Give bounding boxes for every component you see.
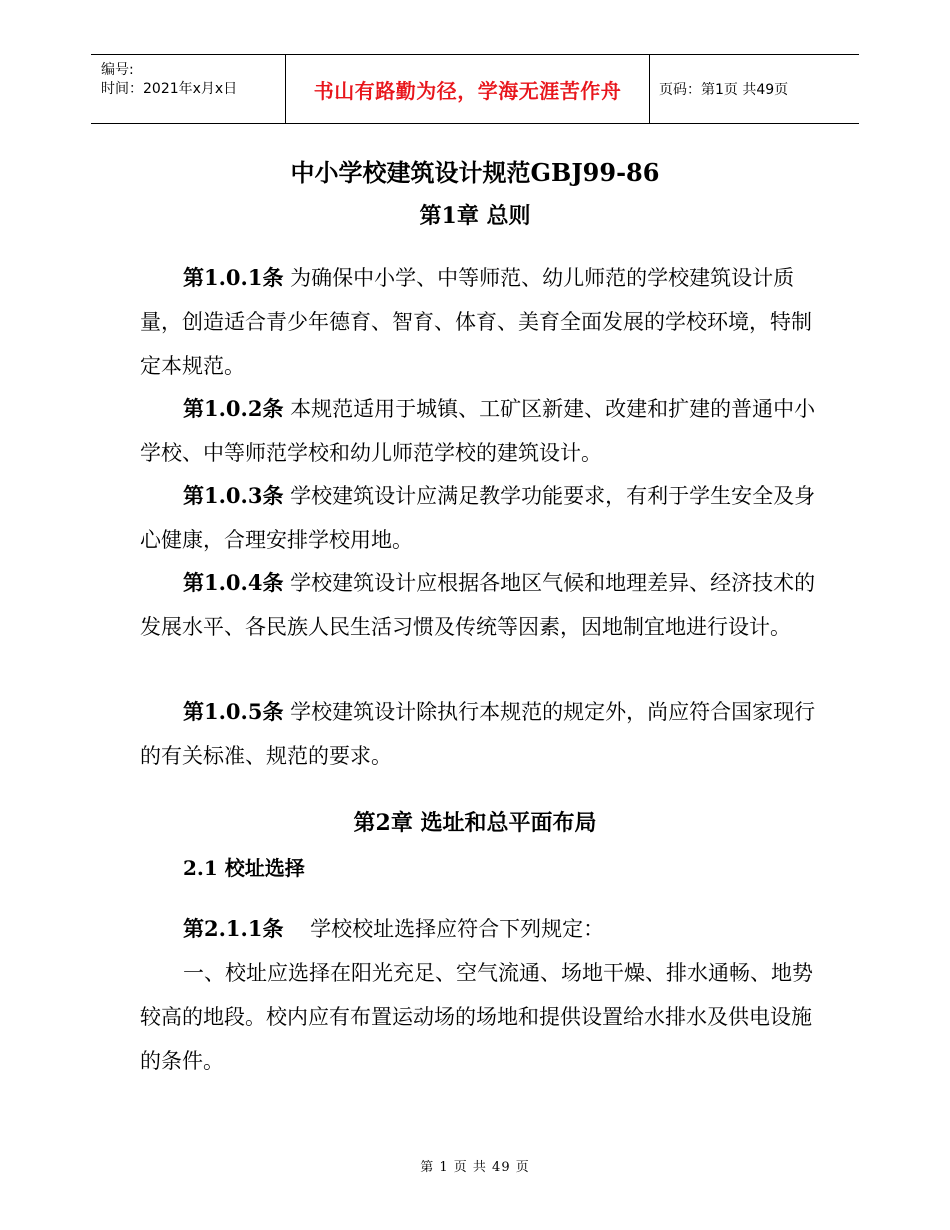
article-number: 第1.0.2条 bbox=[183, 396, 284, 421]
article-1-0-2 bbox=[140, 387, 820, 475]
article-text: 学校建筑设计除执行本规范的规定外，尚应符合国家现行的有关标准、规范的要求。 bbox=[140, 700, 816, 768]
article-text: 学校建筑设计应满足教学功能要求，有利于学生安全及身心健康，合理安排学校用地。 bbox=[140, 484, 816, 552]
item-1: 一、校址应选择在阳光充足、空气流通、场地干燥、排水通畅、地势较高的地段。校内应有布置运动场的场地和提供设置给水排水及供电设施的条件。 bbox=[140, 961, 813, 1073]
article-text: 本规范适用于城镇、工矿区新建、改建和扩建的普通中小学校、中等师范学校和幼儿师范学校的建筑设计。 bbox=[140, 397, 816, 465]
article-2-1-1 bbox=[140, 907, 820, 951]
article-text: 学校建筑设计应根据各地区气候和地理差异、经济技术的发展水平、各民族人民生活习惯及传统等因素，因地制宜地进行设计。 bbox=[140, 571, 816, 639]
serial-label: 编号: bbox=[101, 62, 134, 78]
article-text: 学校校址选择应符合下列规定： bbox=[283, 917, 605, 941]
article-number: 第1.0.5条 bbox=[183, 699, 284, 724]
document-title: 中小学校建筑设计规范GBJ99-86 bbox=[290, 158, 660, 187]
page-header bbox=[91, 54, 859, 124]
section-2-1-heading: 2.1 校址选择 bbox=[183, 856, 305, 880]
article-1-0-3 bbox=[140, 474, 820, 562]
header-meta bbox=[101, 61, 237, 99]
article-number: 第2.1.1条 bbox=[183, 916, 284, 941]
header-page-info: 页码：第1页 共49页 bbox=[659, 82, 789, 98]
article-text: 为确保中小学、中等师范、幼儿师范的学校建筑设计质量，创造适合青少年德育、智育、体育、美育全面发展的学校环境，特制定本规范。 bbox=[140, 266, 812, 378]
article-number: 第1.0.4条 bbox=[183, 570, 284, 595]
chapter-2-heading: 第2章 选址和总平面布局 bbox=[353, 810, 597, 836]
header-divider bbox=[649, 55, 650, 123]
header-motto: 书山有路勤为径，学海无涯苦作舟 bbox=[313, 79, 622, 103]
page-footer: 第 1 页 共 49 页 bbox=[420, 1160, 530, 1175]
article-1-0-4 bbox=[140, 561, 820, 649]
chapter-1-heading: 第1章 总则 bbox=[419, 203, 531, 229]
time-label: 时间：2021年x月x日 bbox=[101, 81, 238, 97]
article-number: 第1.0.1条 bbox=[183, 265, 284, 290]
article-1-0-5 bbox=[140, 690, 820, 778]
article-number: 第1.0.3条 bbox=[183, 483, 284, 508]
article-1-0-1 bbox=[140, 256, 820, 388]
